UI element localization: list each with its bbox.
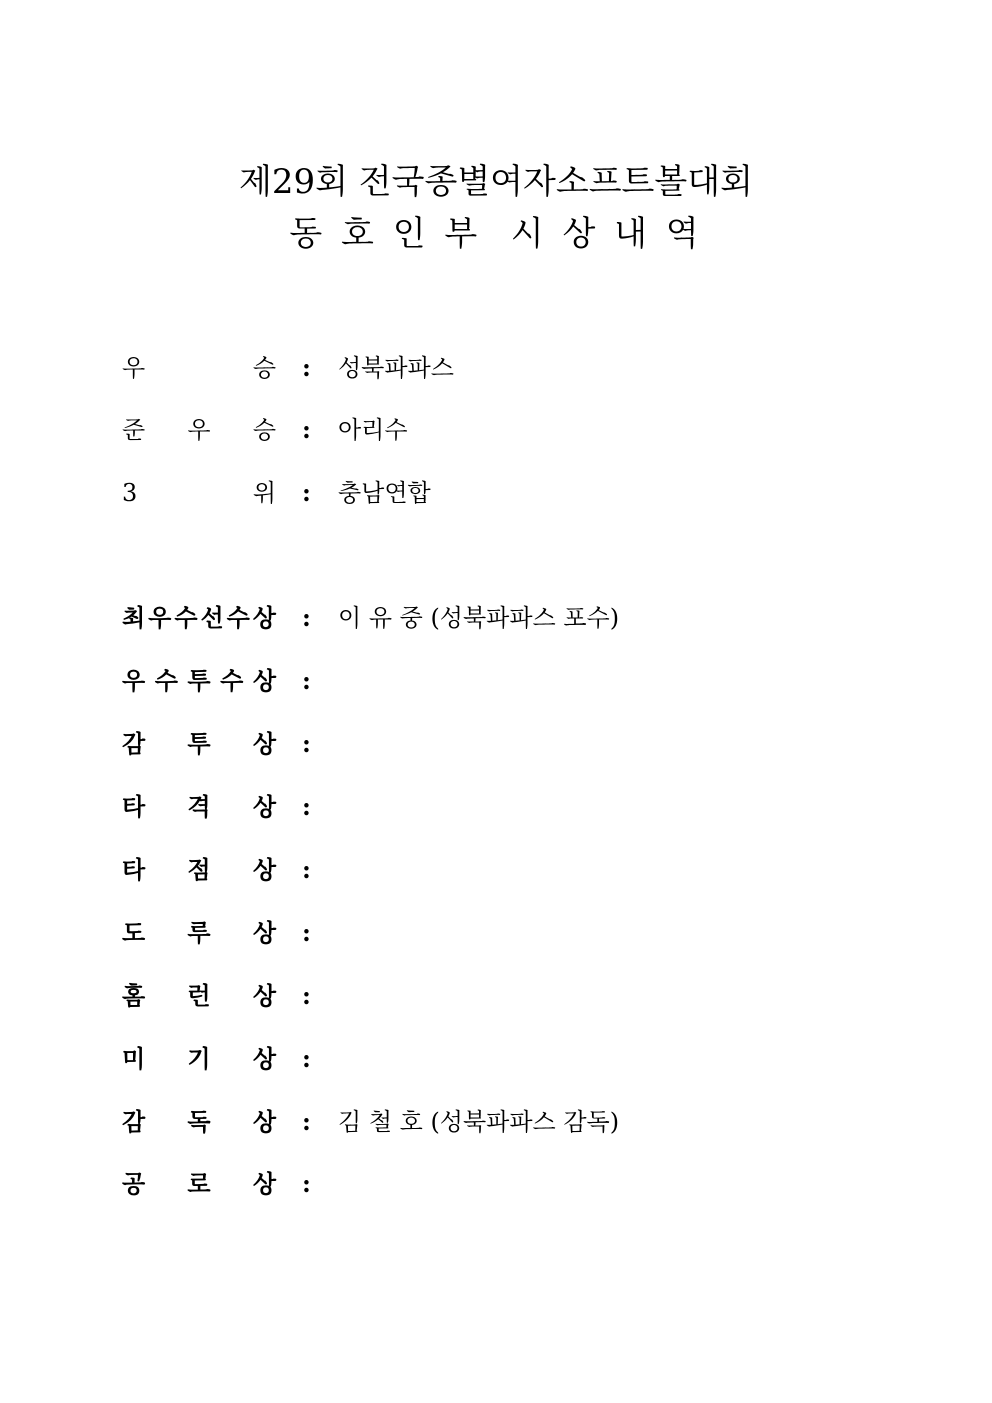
separator: : xyxy=(302,918,311,947)
separator: : xyxy=(302,1044,311,1073)
separator: : xyxy=(302,353,311,382)
placing-row-winner xyxy=(0,352,992,384)
placing-label: 준 우 승 xyxy=(122,416,276,444)
award-row-manager xyxy=(0,1106,992,1138)
award-row-stolen-base xyxy=(0,917,992,949)
separator: : xyxy=(302,981,311,1010)
separator: : xyxy=(302,478,311,507)
award-label: 감 독 상 xyxy=(122,1107,276,1136)
award-row-merit xyxy=(0,1168,992,1200)
separator: : xyxy=(302,415,311,444)
award-row-fine-play xyxy=(0,1043,992,1075)
document-subtitle: 동 호 인 부 시 상 내 역 xyxy=(289,214,703,254)
award-row-batting xyxy=(0,791,992,823)
placing-row-third xyxy=(0,477,992,509)
award-row-home-run xyxy=(0,980,992,1012)
placing-label: 3 위 xyxy=(122,479,276,507)
separator: : xyxy=(302,666,311,695)
separator: : xyxy=(302,603,311,632)
award-label: 홈 런 상 xyxy=(122,981,276,1010)
placing-label: 우 승 xyxy=(122,354,276,382)
separator: : xyxy=(302,1169,311,1198)
award-label: 타 점 상 xyxy=(122,855,276,884)
award-label: 미 기 상 xyxy=(122,1044,276,1073)
award-row-fighting-spirit xyxy=(0,728,992,760)
award-label: 우 수 투 수 상 xyxy=(122,666,276,695)
award-label: 타 격 상 xyxy=(122,792,276,821)
award-value: 이 유 중 (성북파파스 포수) xyxy=(338,604,620,632)
separator: : xyxy=(302,792,311,821)
placing-value: 충남연합 xyxy=(338,479,431,507)
award-label: 감 투 상 xyxy=(122,729,276,758)
award-value: 김 철 호 (성북파파스 감독) xyxy=(338,1108,620,1136)
award-row-rbi xyxy=(0,854,992,886)
award-label: 공 로 상 xyxy=(122,1169,276,1198)
award-label: 최 우 수 선 수 상 xyxy=(122,603,276,632)
placing-value: 성북파파스 xyxy=(338,354,454,382)
separator: : xyxy=(302,1107,311,1136)
separator: : xyxy=(302,729,311,758)
award-label: 도 루 상 xyxy=(122,918,276,947)
document-title: 제29회 전국종별여자소프트볼대회 xyxy=(239,162,753,202)
award-row-mvp xyxy=(0,602,992,634)
separator: : xyxy=(302,855,311,884)
award-row-best-pitcher xyxy=(0,665,992,697)
placing-value: 아리수 xyxy=(338,416,408,444)
placing-row-runner-up xyxy=(0,414,992,446)
